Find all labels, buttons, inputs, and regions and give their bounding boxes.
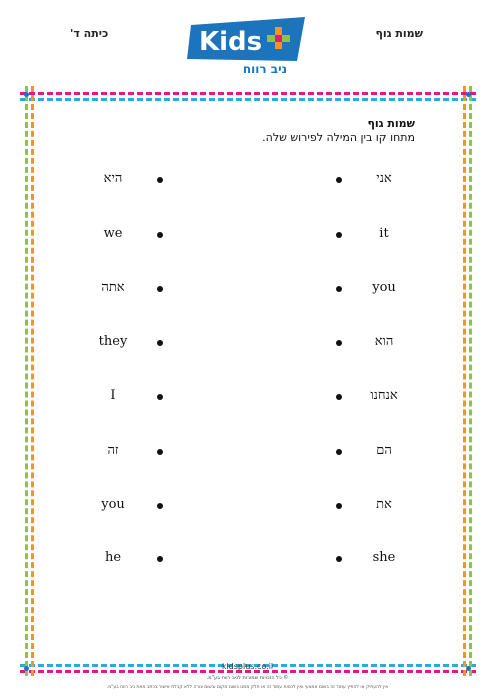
- left-word: I: [110, 388, 116, 403]
- right-word: הם: [376, 443, 392, 458]
- logo-sub-text: ניב רווח: [242, 62, 288, 76]
- match-dot[interactable]: [157, 232, 163, 238]
- left-word: היא: [103, 171, 123, 186]
- right-word: אנחנו: [370, 388, 398, 403]
- copyright-text: © כל הזכויות שמורות לניב רווח בע"מ.: [206, 675, 289, 681]
- frame-right-green: [469, 86, 472, 676]
- right-word: אני: [376, 171, 392, 186]
- header-topic: שמות גוף: [375, 27, 423, 40]
- right-word: it: [379, 226, 389, 241]
- worksheet-instructions: מתחו קו בין המילה לפירוש שלה.: [262, 131, 415, 144]
- left-word: you: [101, 497, 125, 512]
- match-dot[interactable]: [157, 177, 163, 183]
- left-word: זה: [107, 443, 119, 458]
- header-grade: כיתה ד': [70, 27, 109, 40]
- frame-corner-dot: [24, 92, 29, 97]
- match-dot[interactable]: [157, 286, 163, 292]
- left-word: אתה: [101, 280, 125, 295]
- match-dot[interactable]: [157, 503, 163, 509]
- right-word: she: [372, 550, 396, 565]
- frame-top-blue: [20, 98, 476, 101]
- frame-top-pink: [20, 92, 476, 95]
- left-word: he: [104, 550, 122, 565]
- frame-left-orange: [31, 86, 34, 676]
- match-dot[interactable]: [157, 340, 163, 346]
- match-dot[interactable]: [157, 394, 163, 400]
- frame-left-green: [25, 86, 28, 676]
- right-word: you: [372, 280, 396, 295]
- site-url: kidsplus.co.il: [221, 662, 274, 671]
- match-dot[interactable]: [157, 556, 163, 562]
- logo-brand-text: Kids: [199, 27, 263, 57]
- left-word: we: [103, 226, 123, 241]
- frame-corner-dot: [466, 92, 471, 97]
- right-word: את: [376, 497, 392, 512]
- left-word: they: [98, 334, 128, 349]
- right-word: הוא: [374, 334, 394, 349]
- kids-logo: [185, 15, 311, 77]
- worksheet-title: שמות גוף: [367, 117, 415, 130]
- frame-right-orange: [463, 86, 466, 676]
- disclaimer-text: אין להעתיק או להפיץ עמוד זה בשום אמצעי ואין לכסות עמוד זה או חלק ממנו בשום מקום ובשום צורה ללא קבלת אישור בכתב מאת ניב רווח בע"מ.: [106, 685, 389, 690]
- match-dot[interactable]: [157, 449, 163, 455]
